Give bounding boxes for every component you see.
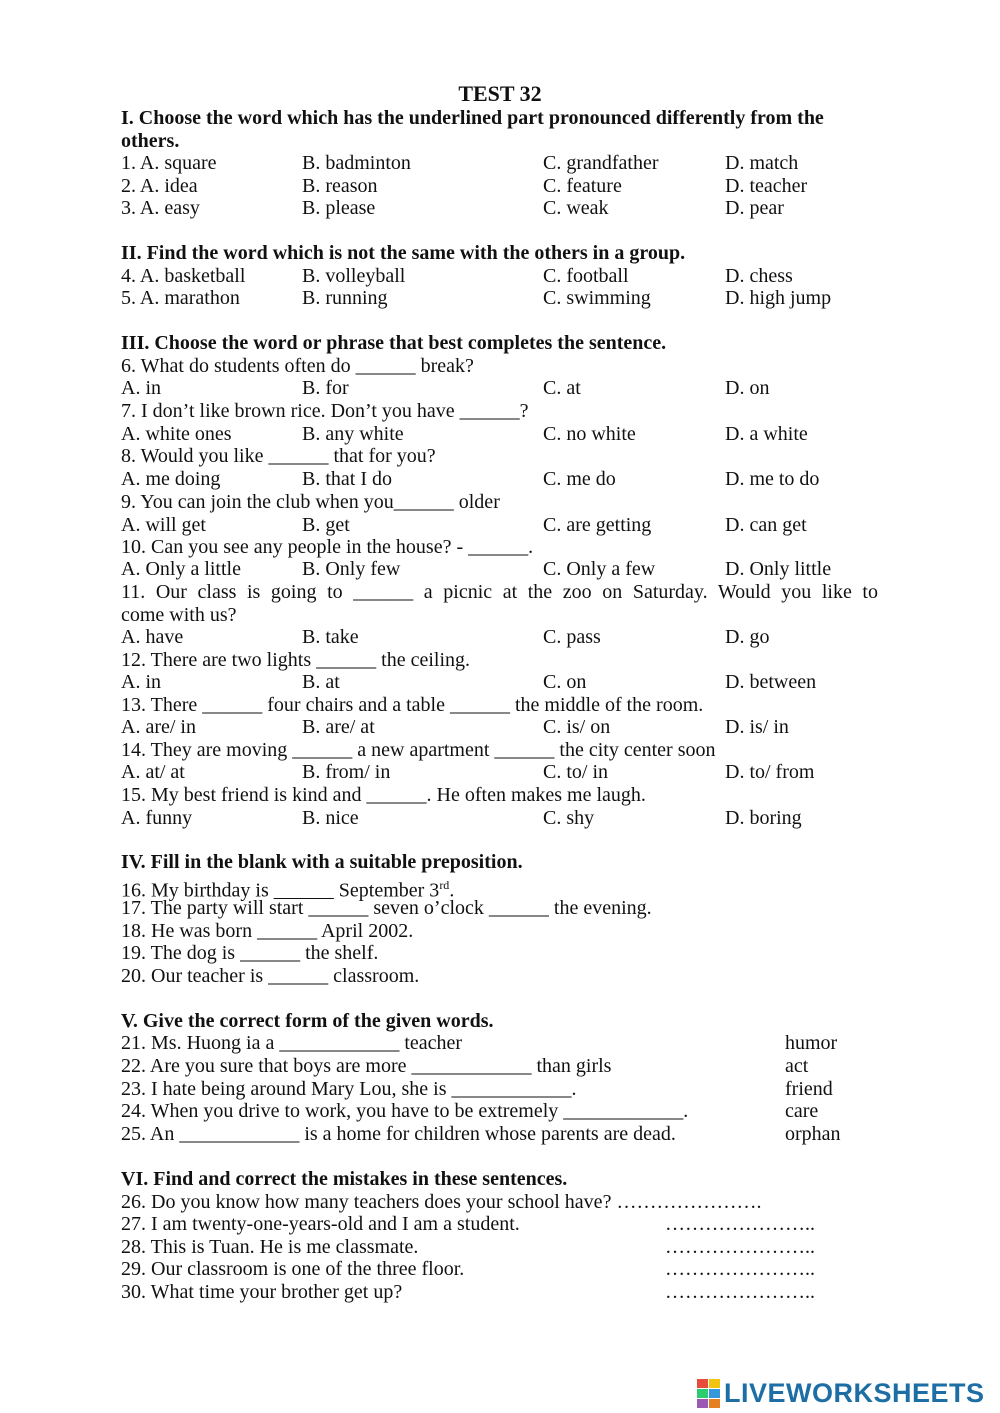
section-5-heading: V. Give the correct form of the given words. bbox=[121, 1010, 494, 1032]
q4-option-b: B. volleyball bbox=[302, 265, 406, 287]
logo-text: LIVEWORKSHEETS bbox=[724, 1377, 985, 1408]
q5-option-b: B. running bbox=[302, 287, 388, 309]
q4-option-a: 4. A. basketball bbox=[121, 265, 246, 287]
q6-option-a: A. in bbox=[121, 377, 161, 399]
question-14: 14. They are moving ______ a new apartment ______ the city center soon bbox=[121, 739, 716, 761]
q14-option-b: B. from/ in bbox=[302, 761, 391, 783]
question-28: 28. This is Tuan. He is me classmate. bbox=[121, 1236, 419, 1258]
q13-option-d: D. is/ in bbox=[725, 716, 789, 738]
question-27: 27. I am twenty-one-years-old and I am a student. bbox=[121, 1213, 520, 1235]
question-7: 7. I don’t like brown rice. Don’t you have ______? bbox=[121, 400, 529, 422]
question-20: 20. Our teacher is ______ classroom. bbox=[121, 965, 420, 987]
q3-option-a: 3. A. easy bbox=[121, 197, 200, 219]
question-13: 13. There ______ four chairs and a table ______ the middle of the room. bbox=[121, 694, 704, 716]
q10-option-d: D. Only little bbox=[725, 558, 832, 580]
question-25: 25. An ____________ is a home for children whose parents are dead. bbox=[121, 1123, 676, 1145]
q10-option-b: B. Only few bbox=[302, 558, 401, 580]
q12-option-a: A. in bbox=[121, 671, 161, 693]
section-1-heading: I. Choose the word which has the underlined part pronounced differently from the bbox=[121, 107, 824, 129]
q7-option-d: D. a white bbox=[725, 423, 808, 445]
q6-option-c: C. at bbox=[543, 377, 581, 399]
q6-option-d: D. on bbox=[725, 377, 770, 399]
section-4-heading: IV. Fill in the blank with a suitable preposition. bbox=[121, 851, 523, 873]
question-15: 15. My best friend is kind and ______. He often makes me laugh. bbox=[121, 784, 646, 806]
logo-square bbox=[697, 1379, 708, 1388]
q14-option-c: C. to/ in bbox=[543, 761, 609, 783]
q1-option-d: D. match bbox=[725, 152, 799, 174]
question-6: 6. What do students often do ______ break? bbox=[121, 355, 474, 377]
question-19: 19. The dog is ______ the shelf. bbox=[121, 942, 379, 964]
answer-line-27: ………………….. bbox=[665, 1213, 815, 1235]
question-17: 17. The party will start ______ seven o’clock ______ the evening. bbox=[121, 897, 652, 919]
answer-line-30: ………………….. bbox=[665, 1281, 815, 1303]
logo-icon bbox=[697, 1379, 720, 1408]
q9-option-d: D. can get bbox=[725, 514, 807, 536]
question-24: 24. When you drive to work, you have to be extremely ____________. bbox=[121, 1100, 689, 1122]
q9-option-b: B. get bbox=[302, 514, 350, 536]
q8-option-a: A. me doing bbox=[121, 468, 221, 490]
q12-option-b: B. at bbox=[302, 671, 340, 693]
q2-option-c: C. feature bbox=[543, 175, 622, 197]
q3-option-c: C. weak bbox=[543, 197, 609, 219]
word-hint-24: care bbox=[785, 1100, 819, 1122]
q15-option-a: A. funny bbox=[121, 807, 193, 829]
q8-option-c: C. me do bbox=[543, 468, 616, 490]
answer-line-28: ………………….. bbox=[665, 1236, 815, 1258]
q1-option-a: 1. A. square bbox=[121, 152, 217, 174]
q4-option-c: C. football bbox=[543, 265, 629, 287]
logo-square bbox=[697, 1389, 708, 1398]
q15-option-b: B. nice bbox=[302, 807, 359, 829]
q8-option-b: B. that I do bbox=[302, 468, 392, 490]
q4-option-d: D. chess bbox=[725, 265, 793, 287]
question-16-end: . bbox=[449, 879, 455, 902]
question-8: 8. Would you like ______ that for you? bbox=[121, 445, 436, 467]
q11-option-b: B. take bbox=[302, 626, 359, 648]
q10-option-c: C. Only a few bbox=[543, 558, 656, 580]
question-16-text: 16. My birthday is ______ September 3 bbox=[121, 879, 440, 902]
q2-option-d: D. teacher bbox=[725, 175, 808, 197]
q5-option-c: C. swimming bbox=[543, 287, 651, 309]
section-6-heading: VI. Find and correct the mistakes in these sentences. bbox=[121, 1168, 568, 1190]
word-hint-25: orphan bbox=[785, 1123, 841, 1145]
question-10: 10. Can you see any people in the house? - ______. bbox=[121, 536, 534, 558]
section-1-heading-cont: others. bbox=[121, 130, 180, 152]
q9-option-a: A. will get bbox=[121, 514, 206, 536]
q14-option-d: D. to/ from bbox=[725, 761, 815, 783]
q12-option-d: D. between bbox=[725, 671, 817, 693]
question-30: 30. What time your brother get up? bbox=[121, 1281, 403, 1303]
word-hint-22: act bbox=[785, 1055, 809, 1077]
q11-option-a: A. have bbox=[121, 626, 184, 648]
question-21: 21. Ms. Huong ia a ____________ teacher bbox=[121, 1032, 463, 1054]
q8-option-d: D. me to do bbox=[725, 468, 820, 490]
q15-option-c: C. shy bbox=[543, 807, 595, 829]
q1-option-c: C. grandfather bbox=[543, 152, 659, 174]
question-12: 12. There are two lights ______ the ceiling. bbox=[121, 649, 470, 671]
logo-square bbox=[697, 1399, 708, 1408]
word-hint-23: friend bbox=[785, 1078, 833, 1100]
logo-square bbox=[709, 1379, 720, 1388]
q3-option-d: D. pear bbox=[725, 197, 784, 219]
question-26: 26. Do you know how many teachers does your school have? …………………. bbox=[121, 1191, 762, 1213]
q6-option-b: B. for bbox=[302, 377, 349, 399]
q5-option-d: D. high jump bbox=[725, 287, 832, 309]
q10-option-a: A. Only a little bbox=[121, 558, 241, 580]
section-2-heading: II. Find the word which is not the same with the others in a group. bbox=[121, 242, 686, 264]
q12-option-c: C. on bbox=[543, 671, 587, 693]
question-11-cont: come with us? bbox=[121, 604, 237, 626]
q7-option-b: B. any white bbox=[302, 423, 404, 445]
q1-option-b: B. badminton bbox=[302, 152, 411, 174]
q7-option-c: C. no white bbox=[543, 423, 636, 445]
q2-option-a: 2. A. idea bbox=[121, 175, 198, 197]
q11-option-c: C. pass bbox=[543, 626, 601, 648]
page-title: TEST 32 bbox=[458, 81, 542, 106]
q13-option-b: B. are/ at bbox=[302, 716, 375, 738]
q7-option-a: A. white ones bbox=[121, 423, 232, 445]
answer-line-29: ………………….. bbox=[665, 1258, 815, 1280]
logo-square bbox=[709, 1399, 720, 1408]
question-18: 18. He was born ______ April 2002. bbox=[121, 920, 414, 942]
word-hint-21: humor bbox=[785, 1032, 838, 1054]
question-23: 23. I hate being around Mary Lou, she is ____________. bbox=[121, 1078, 577, 1100]
q3-option-b: B. please bbox=[302, 197, 376, 219]
liveworksheets-logo bbox=[697, 1377, 985, 1409]
q13-option-c: C. is/ on bbox=[543, 716, 611, 738]
q14-option-a: A. at/ at bbox=[121, 761, 185, 783]
q11-option-d: D. go bbox=[725, 626, 770, 648]
q2-option-b: B. reason bbox=[302, 175, 378, 197]
question-11: 11. Our class is going to ______ a picnic at the zoo on Saturday. Would you like to bbox=[121, 581, 878, 603]
question-29: 29. Our classroom is one of the three floor. bbox=[121, 1258, 465, 1280]
q5-option-a: 5. A. marathon bbox=[121, 287, 240, 309]
q13-option-a: A. are/ in bbox=[121, 716, 196, 738]
question-22: 22. Are you sure that boys are more ____________ than girls bbox=[121, 1055, 612, 1077]
question-9: 9. You can join the club when you______ older bbox=[121, 491, 500, 513]
logo-square bbox=[709, 1389, 720, 1398]
q9-option-c: C. are getting bbox=[543, 514, 652, 536]
ordinal-suffix: rd bbox=[439, 878, 450, 892]
section-3-heading: III. Choose the word or phrase that best completes the sentence. bbox=[121, 332, 667, 354]
q15-option-d: D. boring bbox=[725, 807, 802, 829]
